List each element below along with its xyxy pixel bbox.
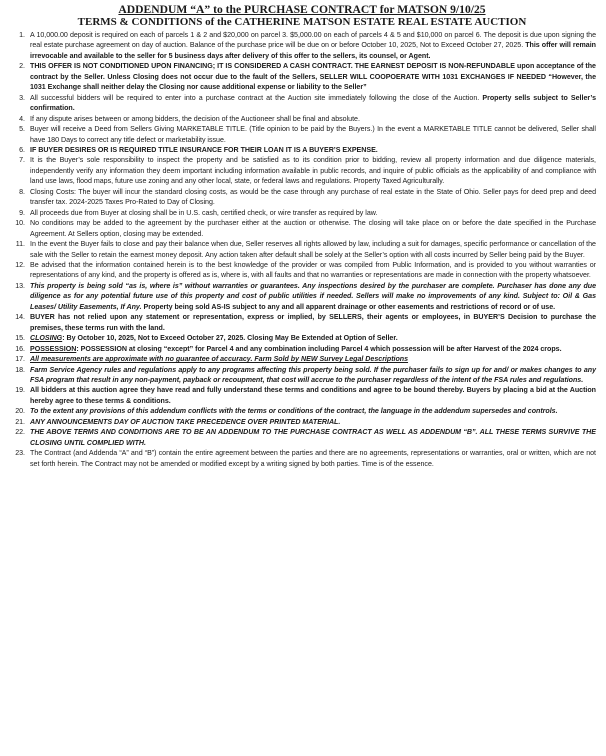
term-text-segment: This property is being sold “as is, where is” without warranties or guarantees. Any inspections desired by the purchaser are complete. Purchaser has done any due diligence as for any potential future use of this property and cost of public utilities if needed. Sellers will make no improvements of any kind. Subject to: Oil & Gas Leases/ Utility Easements, If Any. bbox=[30, 281, 596, 311]
term-text-segment: : By October 10, 2025, Not to Exceed October 27, 2025. Closing May Be Extended at Option of Seller. bbox=[62, 334, 398, 343]
term-item bbox=[8, 448, 596, 469]
term-item bbox=[8, 145, 596, 155]
term-text bbox=[30, 344, 596, 354]
term-text-segment: Be advised that the information contained herein is to the best knowledge of the provider or was compiled from Public Information, and is provided to you without warranties or representations of any kind, and the property is offered as is, where is, with all faults and that no warranties or representations are made in connection with the property whatsoever. bbox=[30, 260, 596, 280]
term-item bbox=[8, 93, 596, 114]
term-text-segment: IF BUYER DESIRES OR IS REQUIRED TITLE INSURANCE FOR THEIR LOAN IT IS A BUYER’S EXPENSE. bbox=[30, 145, 378, 154]
term-text-segment: Property being sold AS-IS subject to any and all apparent drainage or other easements and restrictions of record or of use. bbox=[141, 302, 556, 311]
term-number: 18. bbox=[15, 365, 25, 374]
term-number: 14. bbox=[15, 313, 25, 322]
term-text bbox=[30, 145, 596, 155]
term-number: 2. bbox=[19, 62, 25, 71]
term-text-segment: THIS OFFER IS NOT CONDITIONED UPON FINANCING; IT IS CONSIDERED A CASH CONTRACT. THE EARNEST DEPOSIT IS NON-REFUNDABLE upon acceptance of the contract by the Seller. Unless Closing does not occur due to the fault of the Sellers, SELLER WILL COOPOERATE WITH 1031 EXCHANGES IF NEEDED “However, the 1031 Exchange shall neither delay the Closing nor cause additional expense or liability to the Seller” bbox=[30, 62, 596, 92]
term-number: 1. bbox=[19, 31, 25, 39]
term-text bbox=[30, 260, 596, 281]
document-subtitle: TERMS & CONDITIONS of the CATHERINE MATSON ESTATE REAL ESTATE AUCTION bbox=[77, 16, 527, 28]
term-item bbox=[8, 312, 596, 333]
term-text bbox=[30, 218, 596, 239]
term-text-segment: CLOSING bbox=[30, 334, 63, 343]
term-text bbox=[30, 281, 596, 312]
term-number: 22. bbox=[15, 428, 25, 437]
term-text bbox=[30, 312, 596, 333]
term-text bbox=[30, 124, 596, 145]
term-item bbox=[8, 427, 596, 448]
term-text bbox=[30, 333, 596, 343]
term-item bbox=[8, 187, 596, 208]
term-text-segment: All bidders at this auction agree they have read and fully understand these terms and conditions and agree to be bound thereby. Buyers by placing a bid at the Auction hereby agree to these terms & conditions. bbox=[30, 386, 596, 405]
document-title: ADDENDUM “A” to the PURCHASE CONTRACT for MATSON 9/10/25 bbox=[118, 3, 486, 16]
term-number: 23. bbox=[15, 449, 25, 458]
term-number: 13. bbox=[15, 281, 25, 290]
term-text-segment: POSSESSION bbox=[30, 344, 77, 353]
terms-list bbox=[8, 30, 596, 469]
term-text-segment: It is the Buyer’s sole responsibility to inspect the property and be satisfied as to its condition prior to bidding, review all property information and due diligence materials, independently verify any information they deem important including information available in public records, and inquire of public officials as the applicability of and compliance with land use laws, flood maps, future use zoning and any other local, state, or federal laws and regulations. Property Taxed Agriculturally. bbox=[30, 156, 596, 186]
term-number: 16. bbox=[15, 344, 25, 353]
term-text-segment: ANY ANNOUNCEMENTS DAY OF AUCTION TAKE PRECEDENCE OVER PRINTED MATERIAL. bbox=[30, 417, 341, 426]
term-text-segment: Property sells subject to Seller’s confirmation. bbox=[30, 93, 596, 113]
term-item bbox=[8, 333, 596, 343]
term-text-segment: Farm Service Agency rules and regulations apply to any programs affecting this property being sold. If the purchaser fails to sign up for and/ or makes changes to any FSA program that result in any non-payment, payback or recoupment, that cost will accrue to the purchaser regardless of the intent of the FSA rules and regulations. bbox=[30, 365, 596, 384]
term-text bbox=[30, 417, 596, 427]
term-item bbox=[8, 385, 596, 406]
term-text bbox=[30, 385, 596, 406]
term-number: 6. bbox=[19, 145, 25, 154]
term-text bbox=[30, 365, 596, 386]
term-text bbox=[30, 239, 596, 260]
term-text-segment: This offer will remain irrevocable and available to the seller for 5 business days after delivery of this offer to the sellers, its counsel, or Agent. bbox=[30, 41, 596, 60]
term-item bbox=[8, 124, 596, 145]
term-text bbox=[30, 114, 596, 124]
term-number: 11. bbox=[15, 240, 25, 249]
term-item bbox=[8, 354, 596, 364]
term-item bbox=[8, 218, 596, 239]
term-text-segment: All proceeds due from Buyer at closing shall be in U.S. cash, certified check, or wire transfer as required by law. bbox=[30, 208, 378, 217]
term-text-segment: To the extent any provisions of this addendum conflicts with the terms or conditions of the contract, the language in the addendum supersedes and controls. bbox=[30, 407, 558, 416]
term-item bbox=[8, 365, 596, 386]
term-text bbox=[30, 187, 596, 208]
term-text-segment: No conditions may be added to the agreement by the purchaser either at the auction or otherwise. The closing will take place on or before the date specified in the Purchase Agreement. At Sellers option, closing may be extended. bbox=[30, 219, 596, 238]
term-number: 21. bbox=[15, 417, 25, 426]
term-text bbox=[30, 61, 596, 92]
term-number: 19. bbox=[15, 386, 25, 395]
term-item bbox=[8, 344, 596, 354]
term-item bbox=[8, 281, 596, 312]
term-text-segment: All successful bidders will be required to enter into a purchase contract at the Auction site immediately following the close of the Auction. bbox=[30, 93, 483, 102]
term-text-segment: A 10,000.00 deposit is required on each of parcels 1 & 2 and $20,000 on parcel 3. $5,000.00 on each of parcels 4 & 5 and $10,000 on parcel 6. The deposit is due upon signing the real estate purchase agreement on day of auction. Balance of the purchase price will be due on or before October 10, 2025, Not to Exceed October 27, 2025. bbox=[30, 31, 596, 50]
term-text bbox=[30, 427, 596, 448]
term-number: 8. bbox=[19, 187, 25, 196]
term-text-segment: All measurements are approximate with no guarantee of accuracy. Farm Sold by NEW Survey Legal Descriptions bbox=[30, 355, 409, 364]
term-text bbox=[30, 406, 596, 416]
term-text-segment: Closing Costs: The buyer will incur the standard closing costs, as would be the case through any purchase of real estate in the State of Ohio. Seller pays for deed prep and deed transfer tax. 2024-2025 Taxes Pro-Rated to Day of Closing. bbox=[30, 187, 596, 207]
term-item bbox=[8, 406, 596, 416]
term-item bbox=[8, 30, 596, 61]
term-text-segment: Buyer will receive a Deed from Sellers Giving MARKETABLE TITLE. (Title opinion to be paid by the Buyers.) In the event a MARKETABLE TITLE cannot be delivered, Seller shall have 180 Days to correct any title defect or marketability issue. bbox=[30, 125, 596, 144]
term-number: 15. bbox=[15, 334, 25, 343]
term-item bbox=[8, 114, 596, 124]
term-number: 20. bbox=[15, 407, 25, 416]
term-item bbox=[8, 239, 596, 260]
term-text bbox=[30, 354, 596, 364]
term-item bbox=[8, 208, 596, 218]
term-number: 5. bbox=[19, 125, 25, 134]
term-number: 4. bbox=[19, 114, 25, 123]
term-text-segment: : POSSESSION at closing “except” for Parcel 4 and any combination including Parcel 4 which possession will be after Harvest of the 2024 crops. bbox=[76, 344, 562, 353]
term-text bbox=[30, 30, 596, 61]
term-number: 10. bbox=[15, 219, 25, 228]
term-text bbox=[30, 448, 596, 469]
term-text-segment: The Contract (and Addenda “A” and “B”) contain the entire agreement between the parties and there are no agreements, representations or warranties, oral or written, which are not set forth herein. The Contract may not be amended or modified except by a writing signed by both parties. Time is of the essence. bbox=[30, 449, 596, 468]
term-text bbox=[30, 93, 596, 114]
term-text-segment: If any dispute arises between or among bidders, the decision of the Auctioneer shall be final and absolute. bbox=[30, 114, 360, 123]
term-number: 17. bbox=[15, 355, 25, 364]
term-item bbox=[8, 155, 596, 186]
term-text-segment: BUYER has not relied upon any statement or representation, express or implied, by SELLERS, their agents or employees, in BUYER’S Decision to purchase the premises, these terms run with the land. bbox=[30, 313, 596, 332]
term-item bbox=[8, 61, 596, 92]
term-text-segment: THE ABOVE TERMS AND CONDITIONS ARE TO BE AN ADDENDUM TO THE PURCHASE CONTRACT AS WELL AS ADDENDUM “B”. ALL THESE TERMS SURVIVE THE CLOSING UNTIL COMPLIED WITH. bbox=[30, 428, 596, 447]
term-text bbox=[30, 208, 596, 218]
term-text bbox=[30, 155, 596, 186]
term-number: 12. bbox=[15, 260, 25, 269]
term-number: 3. bbox=[19, 93, 25, 102]
term-text-segment: In the event the Buyer fails to close and pay their balance when due, Seller reserves all rights allowed by law, including a suit for damages, specific performance or cancellation of the sale with the Seller to retain the earnest money deposit. Any action taken after default shall be solely at the Seller’s option with all costs incurred by Seller being paid by the Buyer. bbox=[30, 240, 596, 259]
term-item bbox=[8, 260, 596, 281]
term-number: 7. bbox=[19, 156, 25, 165]
term-number: 9. bbox=[19, 208, 25, 217]
term-item bbox=[8, 417, 596, 427]
